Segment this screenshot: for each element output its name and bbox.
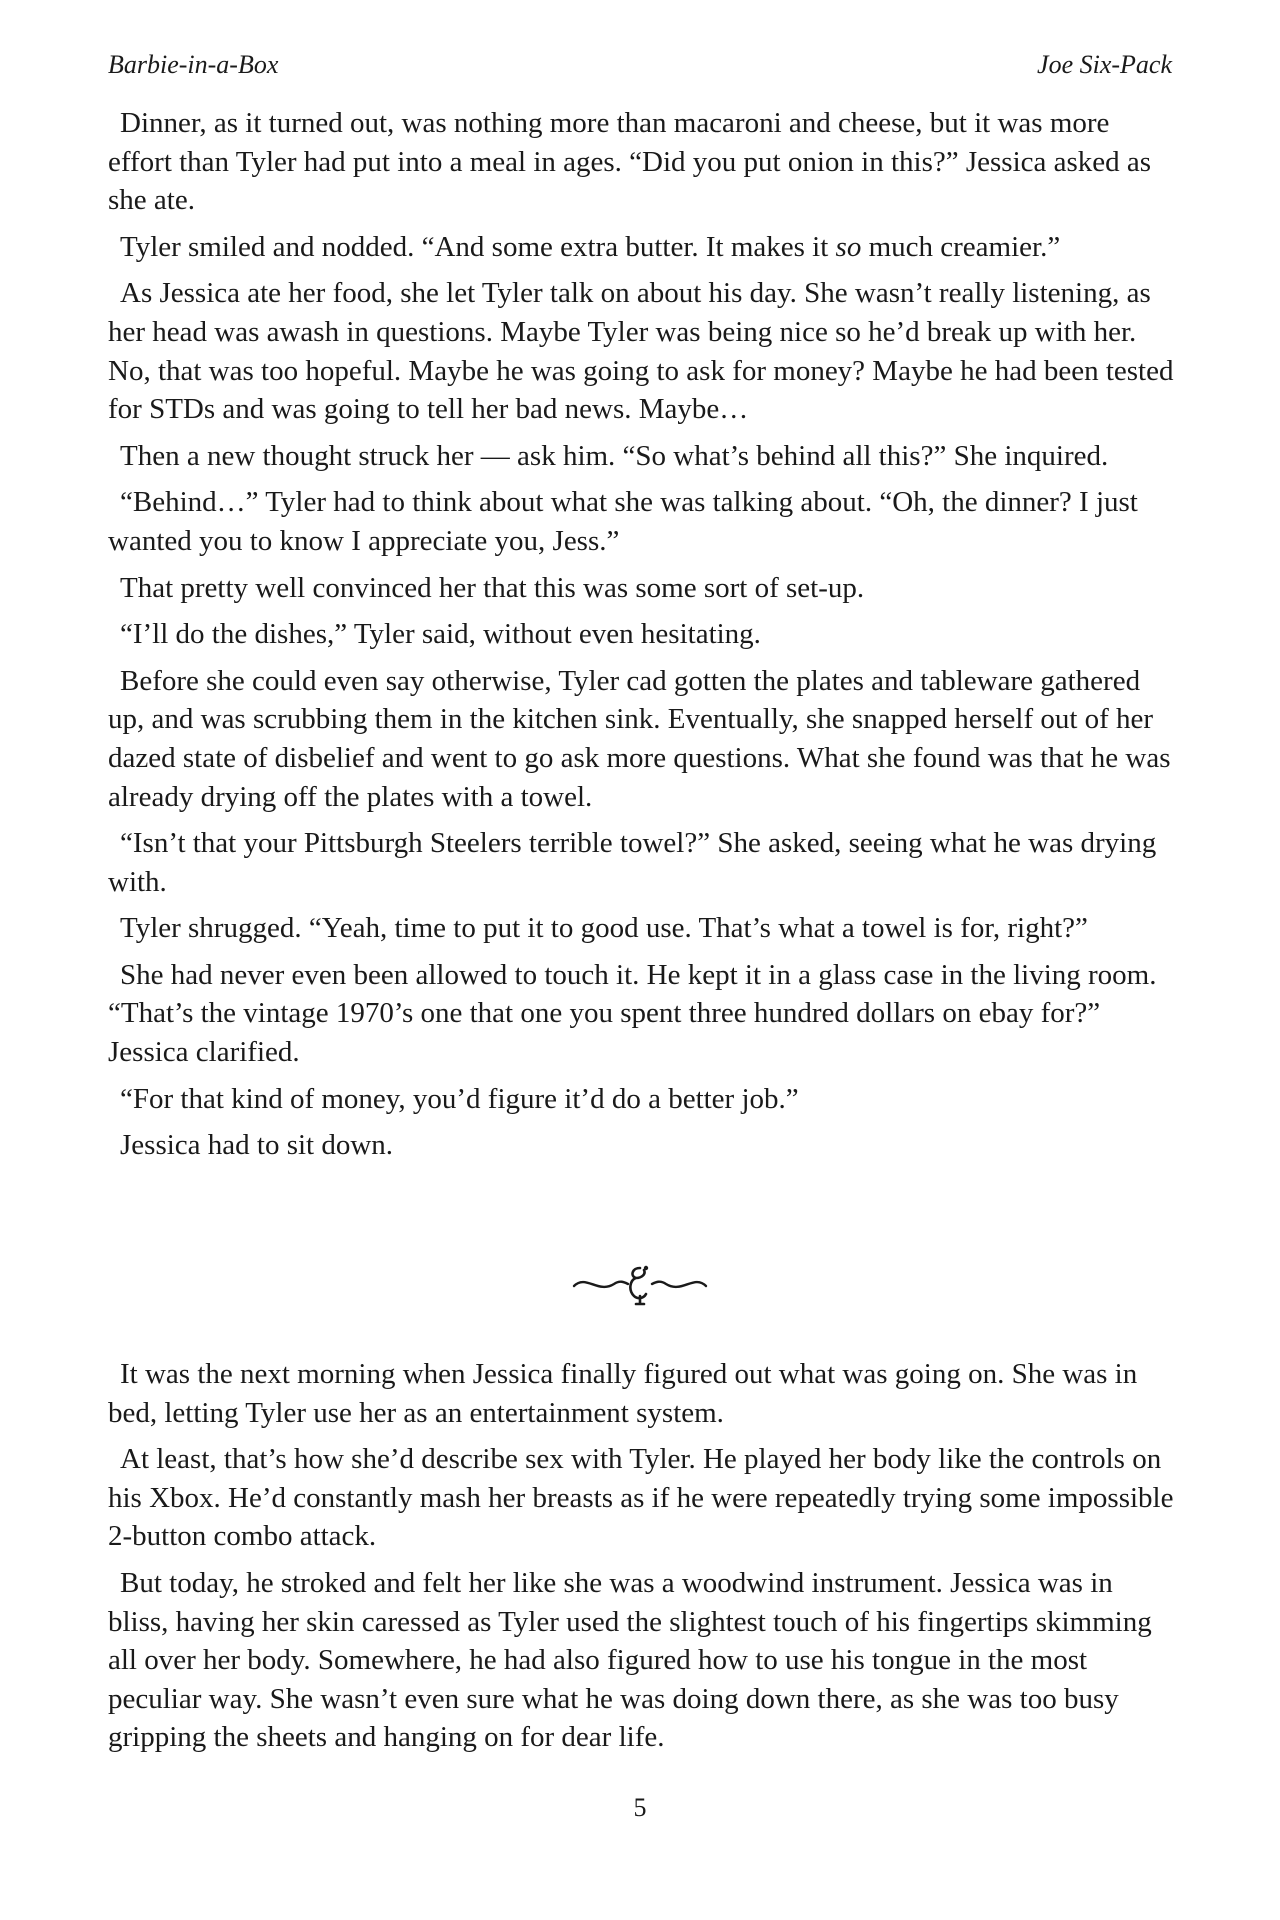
text-section-1 — [108, 104, 1178, 1173]
page-number: 5 — [633, 1793, 647, 1822]
book-title: Barbie-in-a-Box — [108, 50, 279, 79]
emphasis: so — [835, 230, 862, 263]
paragraph: But today, he stroked and felt her like she was a woodwind instrument. Jessica was in bliss, having her skin caressed as Tyler used the slightest touch of his fingertips skimming all over her body. Somewhere, he had also figured how to use his tongue in the most peculiar way. She wasn’t even sure what he was doing down there, as she was too busy gripping the sheets and hanging on for dear life. — [108, 1566, 1152, 1754]
paragraph: Then a new thought struck her — ask him. “So what’s behind all this?” She inquired. — [120, 439, 1109, 472]
author-name: Joe Six-Pack — [1037, 50, 1172, 79]
paragraph: Jessica had to sit down. — [120, 1129, 394, 1162]
text-section-2 — [108, 1355, 1178, 1765]
running-header — [108, 48, 1172, 82]
paragraph: She had never even been allowed to touch it. He kept it in a glass case in the living room. “That’s the vintage 1970’s one that one you spent three hundred dollars on ebay for?” Jessica clarified. — [108, 958, 1157, 1069]
paragraph: At least, that’s how she’d describe sex with Tyler. He played her body like the controls on his Xbox. He’d constantly mash her breasts as if he were repeatedly trying some impossible 2-button combo attack. — [108, 1443, 1174, 1553]
paragraph: Dinner, as it turned out, was nothing more than macaroni and cheese, but it was more effort than Tyler had put into a meal in ages. “Did you put onion in this?” Jessica asked as she ate. — [108, 107, 1152, 217]
section-break — [0, 1260, 1280, 1310]
paragraph: “For that kind of money, you’d figure it’d do a better job.” — [120, 1082, 799, 1115]
paragraph: “Behind…” Tyler had to think about what she was talking about. “Oh, the dinner? I just wanted you to know I appreciate you, Jess.” — [108, 486, 1138, 557]
paragraph: As Jessica ate her food, she let Tyler talk on about his day. She wasn’t really listening, as her head was awash in questions. Maybe Tyler was being nice so he’d break up with her. No, that was too hopeful. Maybe he was going to ask for money? Maybe he had been tested for STDs and was going to tell her bad news. Maybe… — [108, 277, 1174, 426]
paragraph: Before she could even say otherwise, Tyler cad gotten the plates and tableware gathered up, and was scrubbing them in the kitchen sink. Eventually, she snapped herself out of her dazed state of disbelief and went to go ask more questions. What she found was that he was already drying off the plates with a towel. — [108, 664, 1171, 813]
fleuron-divider-icon — [570, 1260, 710, 1308]
paragraph: Tyler shrugged. “Yeah, time to put it to good use. That’s what a towel is for, right?” — [120, 912, 1088, 945]
paragraph: Tyler smiled and nodded. “And some extra butter. It makes it so much creamier.” — [120, 230, 1061, 263]
paragraph: “Isn’t that your Pittsburgh Steelers terrible towel?” She asked, seeing what he was drying with. — [108, 827, 1157, 898]
paragraph: It was the next morning when Jessica finally figured out what was going on. She was in bed, letting Tyler use her as an entertainment system. — [108, 1358, 1138, 1429]
paragraph: “I’ll do the dishes,” Tyler said, without even hesitating. — [120, 618, 761, 651]
paragraph: That pretty well convinced her that this was some sort of set-up. — [120, 571, 865, 604]
